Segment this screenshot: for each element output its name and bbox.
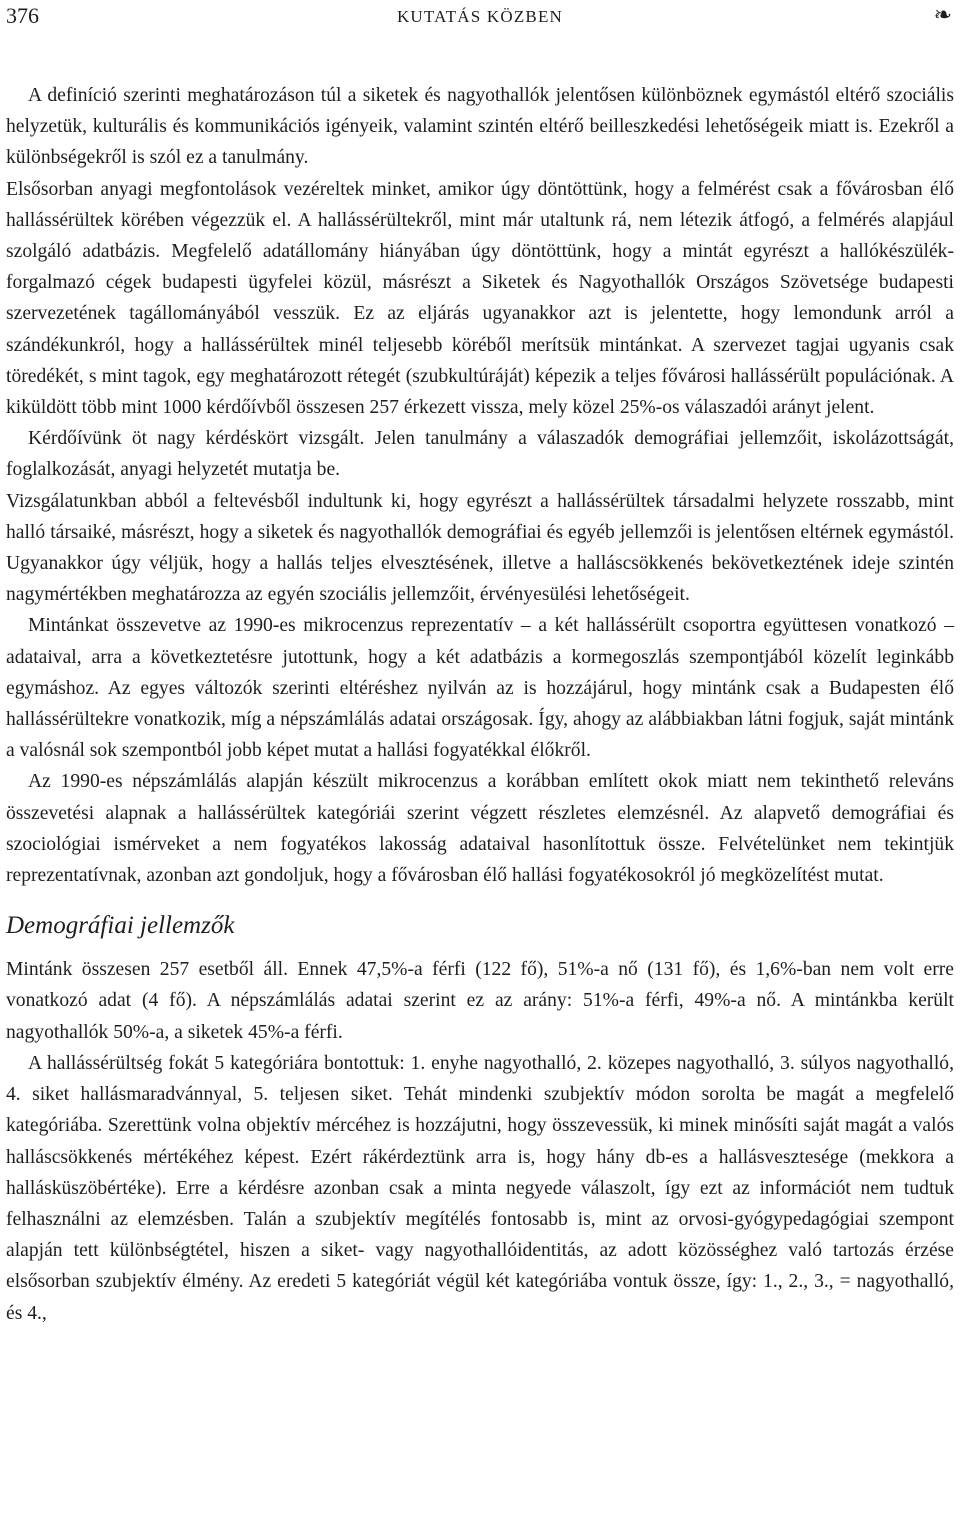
section-heading: Demográfiai jellemzők bbox=[6, 912, 235, 940]
paragraph-2: Elsősorban anyagi megfontolások vezéreltek minket, amikor úgy döntöttünk, hogy a felmérést csak a fővárosban élő hallássérültek körében végezzük el. A hallássérültekről, mint már utaltunk rá, nem létezik átfogó, a felmérés alapjául szolgáló adatbázis. Megfelelő adatállomány hiányában úgy döntöttünk, hogy a mintát egyrészt a hallókészülék-forgalmazó cégek budapesti ügyfelei közül, másrészt a Siketek és Nagyothallók Országos Szövetsége budapesti szervezetének tagállományából vesszük. Ez az eljárás ugyanakkor azt is jelentette, hogy lemondunk arról a szándékunkról, hogy a hallássérültek minél teljesebb köréből merítsük mintánkat. A szervezet tagjai ugyanis csak töredékét, s mint tagok, egy meghatározott rétegét (szubkultúráját) képezik a teljes fővárosi hallássérült populációnak. A kiküldött több mint 1000 kérdőívből összesen 257 érkezett vissza, mely közel 25%-os válaszadói arányt jelent. bbox=[6, 178, 954, 419]
book-page bbox=[6, 0, 954, 1329]
paragraph-6: Az 1990-es népszámlálás alapján készült mikrocenzus a korábban említett okok miatt nem tekinthető releváns összevetési alapnak a hallássérültek kategóriái szerint végzett részletes elemzésnél. Az alapvető demográfiai és szociológiai ismérveket a nem fogyatékos lakosság adataival hasonlítottuk össze. Felvételünket nem tekintjük reprezentatívnak, azonban azt gondoljuk, hogy a fővárosban élő hallási fogyatékosokról jó megközelítést mutat. bbox=[6, 771, 954, 887]
paragraph-5: Mintánkat összevetve az 1990-es mikrocenzus reprezentatív – a két hallássérült csoportra együttesen vonatkozó – adataival, arra a következtetésre jutottunk, hogy a két adatbázis a kormegoszlás szempontjából közelít leginkább egymáshoz. Az egyes változók szerinti eltéréshez nyilván az is hozzájárul, hogy mintánk csak a Budapesten élő hallássérültekre vonatkozik, míg a népszámlálás adatai országosak. Így, ahogy az alábbiakban látni fogjuk, saját mintánk a valósnál sok szempontból jobb képet mutat a hallási fogyatékkal élőkről. bbox=[6, 615, 954, 762]
paragraph-3: Kérdőívünk öt nagy kérdéskört vizsgált. Jelen tanulmány a válaszadók demográfiai jellemzőit, iskolázottságát, foglalkozását, anyagi helyzetét mutatja be. bbox=[6, 428, 954, 481]
body-text bbox=[6, 80, 954, 1329]
paragraph-7: Mintánk összesen 257 esetből áll. Ennek 47,5%-a férfi (122 fő), 51%-a nő (131 fő), és 1,6%-ban nem volt erre vonatkozó adat (4 fő). A népszámlálás adatai szerint ez az arány: 51%-a férfi, 49%-a nő. A mintánkba került nagyothallók 50%-a, a siketek 45%-a férfi. bbox=[6, 959, 954, 1043]
page-number: 376 bbox=[6, 3, 39, 28]
page-header bbox=[6, 0, 954, 44]
fleuron-icon: ❧ bbox=[933, 2, 952, 27]
running-head: KUTATÁS KÖZBEN bbox=[396, 7, 564, 26]
paragraph-8: A hallássérültség fokát 5 kategóriára bontottuk: 1. enyhe nagyothalló, 2. közepes nagyothalló, 3. súlyos nagyothalló, 4. siket hallásmaradvánnyal, 5. teljesen siket. Tehát mindenki szubjektív módon sorolta be magát a megfelelő kategóriába. Szerettünk volna objektív mércéhez is hozzájutni, hogy összevessük, ki minek minősíti saját magát a valós halláscsökkenés mértékéhez képest. Ezért rákérdeztünk arra is, hogy hány db-es a hallásvesztesége (mekkora a hallásküszöbértéke). Erre a kérdésre azonban csak a minta negyede válaszolt, így ezt az információt nem tudtuk felhasználni az elemzésben. Talán a szubjektív megítélés fontosabb is, mint az orvosi-gyógypedagógiai szempont alapján tett különbségtétel, hiszen a siket- vagy nagyothallóidentitás, az adott közösséghez való tartozás érzése elsősorban szubjektív élmény. Az eredeti 5 kategóriát végül két kategóriába vontuk össze, így: 1., 2., 3., = nagyothalló, és 4., bbox=[6, 1052, 954, 1324]
paragraph-4: Vizsgálatunkban abból a feltevésből indultunk ki, hogy egyrészt a hallássérültek társadalmi helyzete rosszabb, mint halló társaiké, másrészt, hogy a siketek és nagyothallók demográfiai és egyéb jellemzői is jelentősen eltérnek egymástól. Ugyanakkor úgy véljük, hogy a hallás teljes elvesztésének, illetve a halláscsökkenés bekövetkeztének ideje szintén nagymértékben meghatározza az egyén szociális jellemzőit, érvényesülési lehetőségeit. bbox=[6, 490, 954, 606]
paragraph-1: A definíció szerinti meghatározáson túl a siketek és nagyothallók jelentősen különböznek egymástól eltérő szociális helyzetük, kulturális és kommunikációs igényeik, valamint szintén eltérő beilleszkedési lehetőségeik miatt is. Ezekről a különbségekről is szól ez a tanulmány. bbox=[6, 85, 954, 169]
